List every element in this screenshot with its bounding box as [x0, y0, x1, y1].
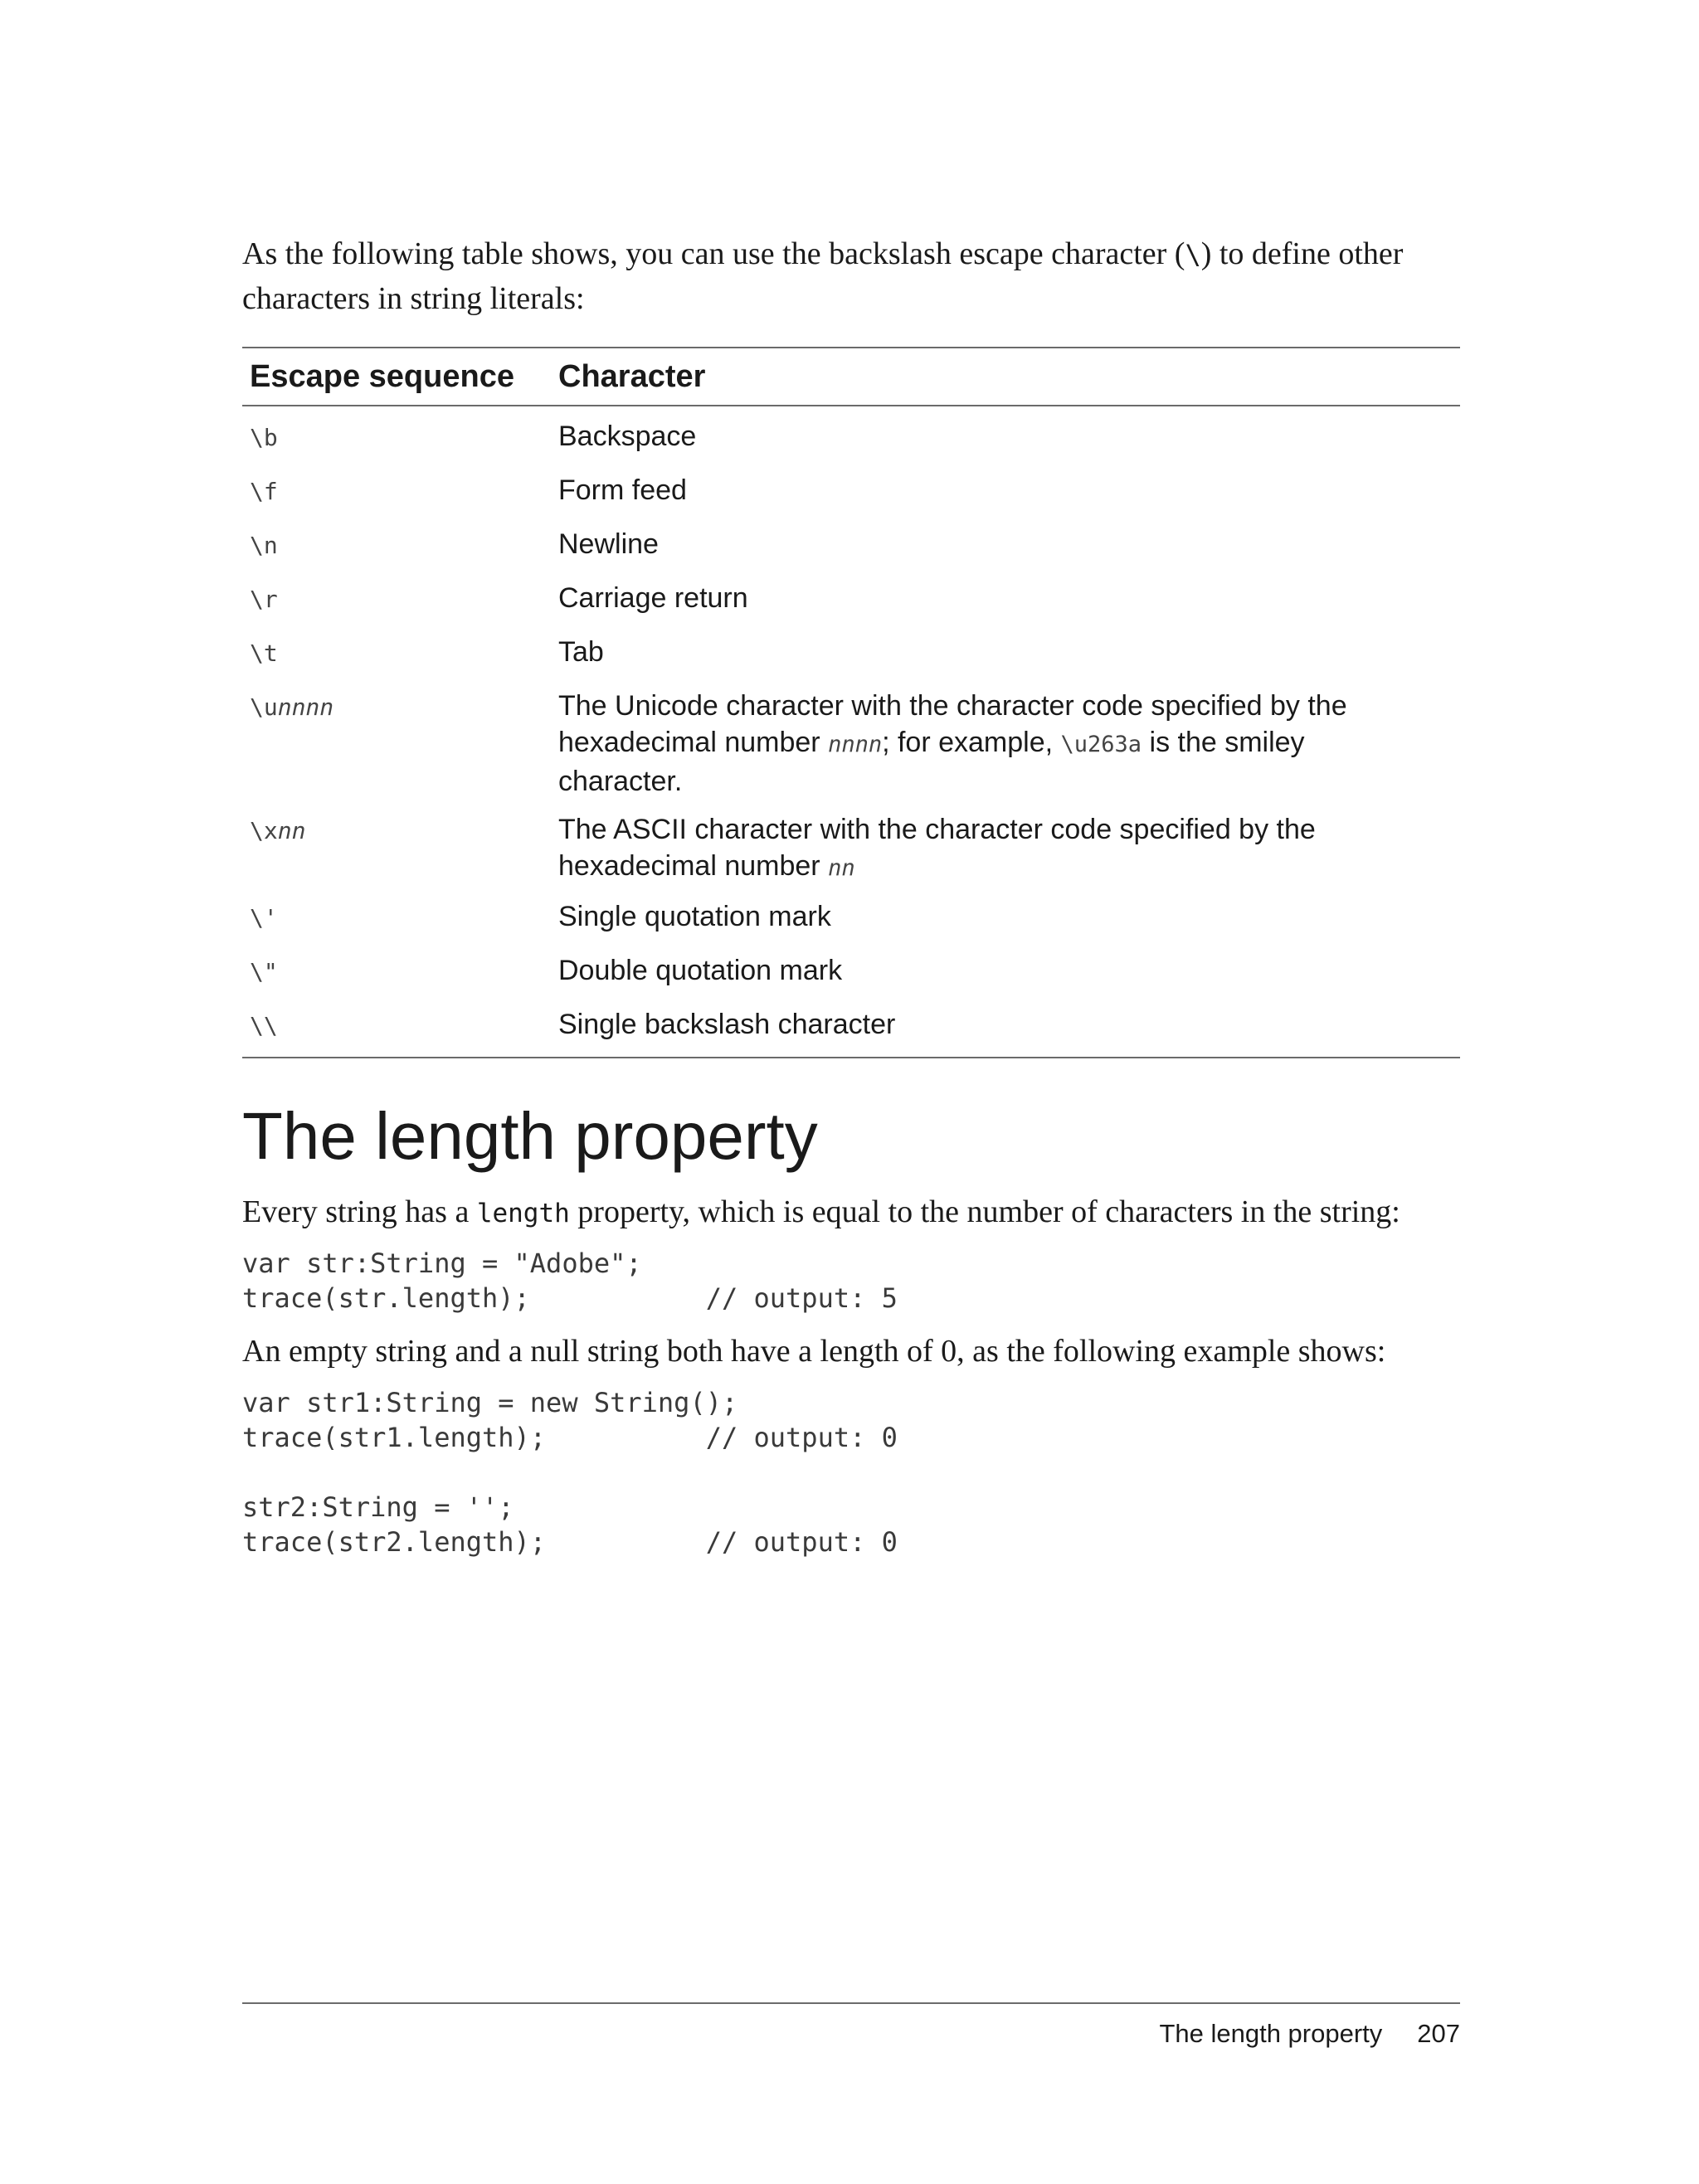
table-row [242, 800, 1460, 887]
desc-variable: nn [828, 855, 855, 881]
section-heading: The length property [242, 1099, 818, 1173]
escape-code: \r [250, 586, 278, 613]
intro-backslash-code: \ [1185, 239, 1201, 270]
intro-text-end: ) to define other characters in string literals: [242, 236, 1404, 316]
table-row [242, 676, 1460, 800]
escape-code [242, 688, 558, 800]
paragraph-text: Every string has a [242, 1194, 477, 1229]
desc-part: ; for example, [882, 727, 1061, 758]
table-row [242, 995, 1460, 1048]
escape-code: \b [250, 424, 278, 451]
escape-variable: nn [277, 817, 306, 844]
character-description: Tab [558, 636, 604, 668]
escape-code [242, 811, 558, 887]
character-description [558, 688, 1460, 800]
intro-text-start: As the following table shows, you can use the backslash escape character ( [242, 236, 1185, 271]
header-escape-sequence: Escape sequence [250, 358, 514, 394]
footer-divider [242, 2002, 1460, 2004]
length-paragraph [242, 1191, 1487, 1234]
escape-code: \t [250, 640, 278, 667]
desc-part: is the smiley character. [558, 727, 1305, 797]
code-example-2: var str1:String = new String(); trace(str1.length); // output: 0 str2:String = ''; trace(str2.length); // output: 0 [242, 1387, 898, 1558]
escape-variable: nnnn [277, 693, 334, 721]
table-body [242, 406, 1460, 1057]
paragraph-text: property, which is equal to the number of characters in the string: [569, 1194, 1400, 1229]
escape-prefix: \x [250, 817, 278, 844]
character-description: Form feed [558, 474, 687, 506]
character-description: Single backslash character [558, 1009, 896, 1040]
character-description: Double quotation mark [558, 955, 843, 986]
table-row [242, 406, 1460, 460]
escape-code: \f [250, 478, 278, 505]
table-header-row [242, 348, 1460, 406]
escape-code: \n [250, 532, 278, 559]
table-row [242, 514, 1460, 568]
desc-part: The ASCII character with the character code specified by the hexadecimal number [558, 814, 1316, 882]
table-row [242, 622, 1460, 676]
empty-string-paragraph: An empty string and a null string both have a length of 0, as the following example shows: [242, 1334, 1386, 1369]
intro-paragraph [242, 232, 1460, 321]
escape-code: \' [250, 904, 278, 931]
desc-variable: nnnn [828, 732, 883, 757]
character-description: Carriage return [558, 582, 748, 614]
inline-code-length: length [476, 1199, 570, 1228]
escape-code: \\ [250, 1012, 278, 1039]
page-number: 207 [1417, 2019, 1460, 2048]
desc-part: The Unicode character with the character code specified by the hexadecimal number [558, 690, 1347, 758]
table-row [242, 568, 1460, 622]
table-row [242, 460, 1460, 514]
escape-prefix: \u [250, 693, 278, 721]
table-row [242, 941, 1460, 995]
character-description: Newline [558, 528, 659, 560]
character-description: Single quotation mark [558, 901, 831, 932]
code-example-1: var str:String = "Adobe"; trace(str.length); // output: 5 [242, 1248, 898, 1314]
header-character: Character [558, 358, 706, 394]
escape-code: \" [250, 958, 278, 985]
character-description [558, 811, 1460, 887]
table-row [242, 887, 1460, 941]
desc-code: \u263a [1060, 732, 1142, 757]
escape-sequence-table [242, 347, 1460, 1058]
page-footer [1159, 2017, 1460, 2050]
footer-section-name: The length property [1159, 2019, 1383, 2048]
character-description: Backspace [558, 421, 697, 452]
